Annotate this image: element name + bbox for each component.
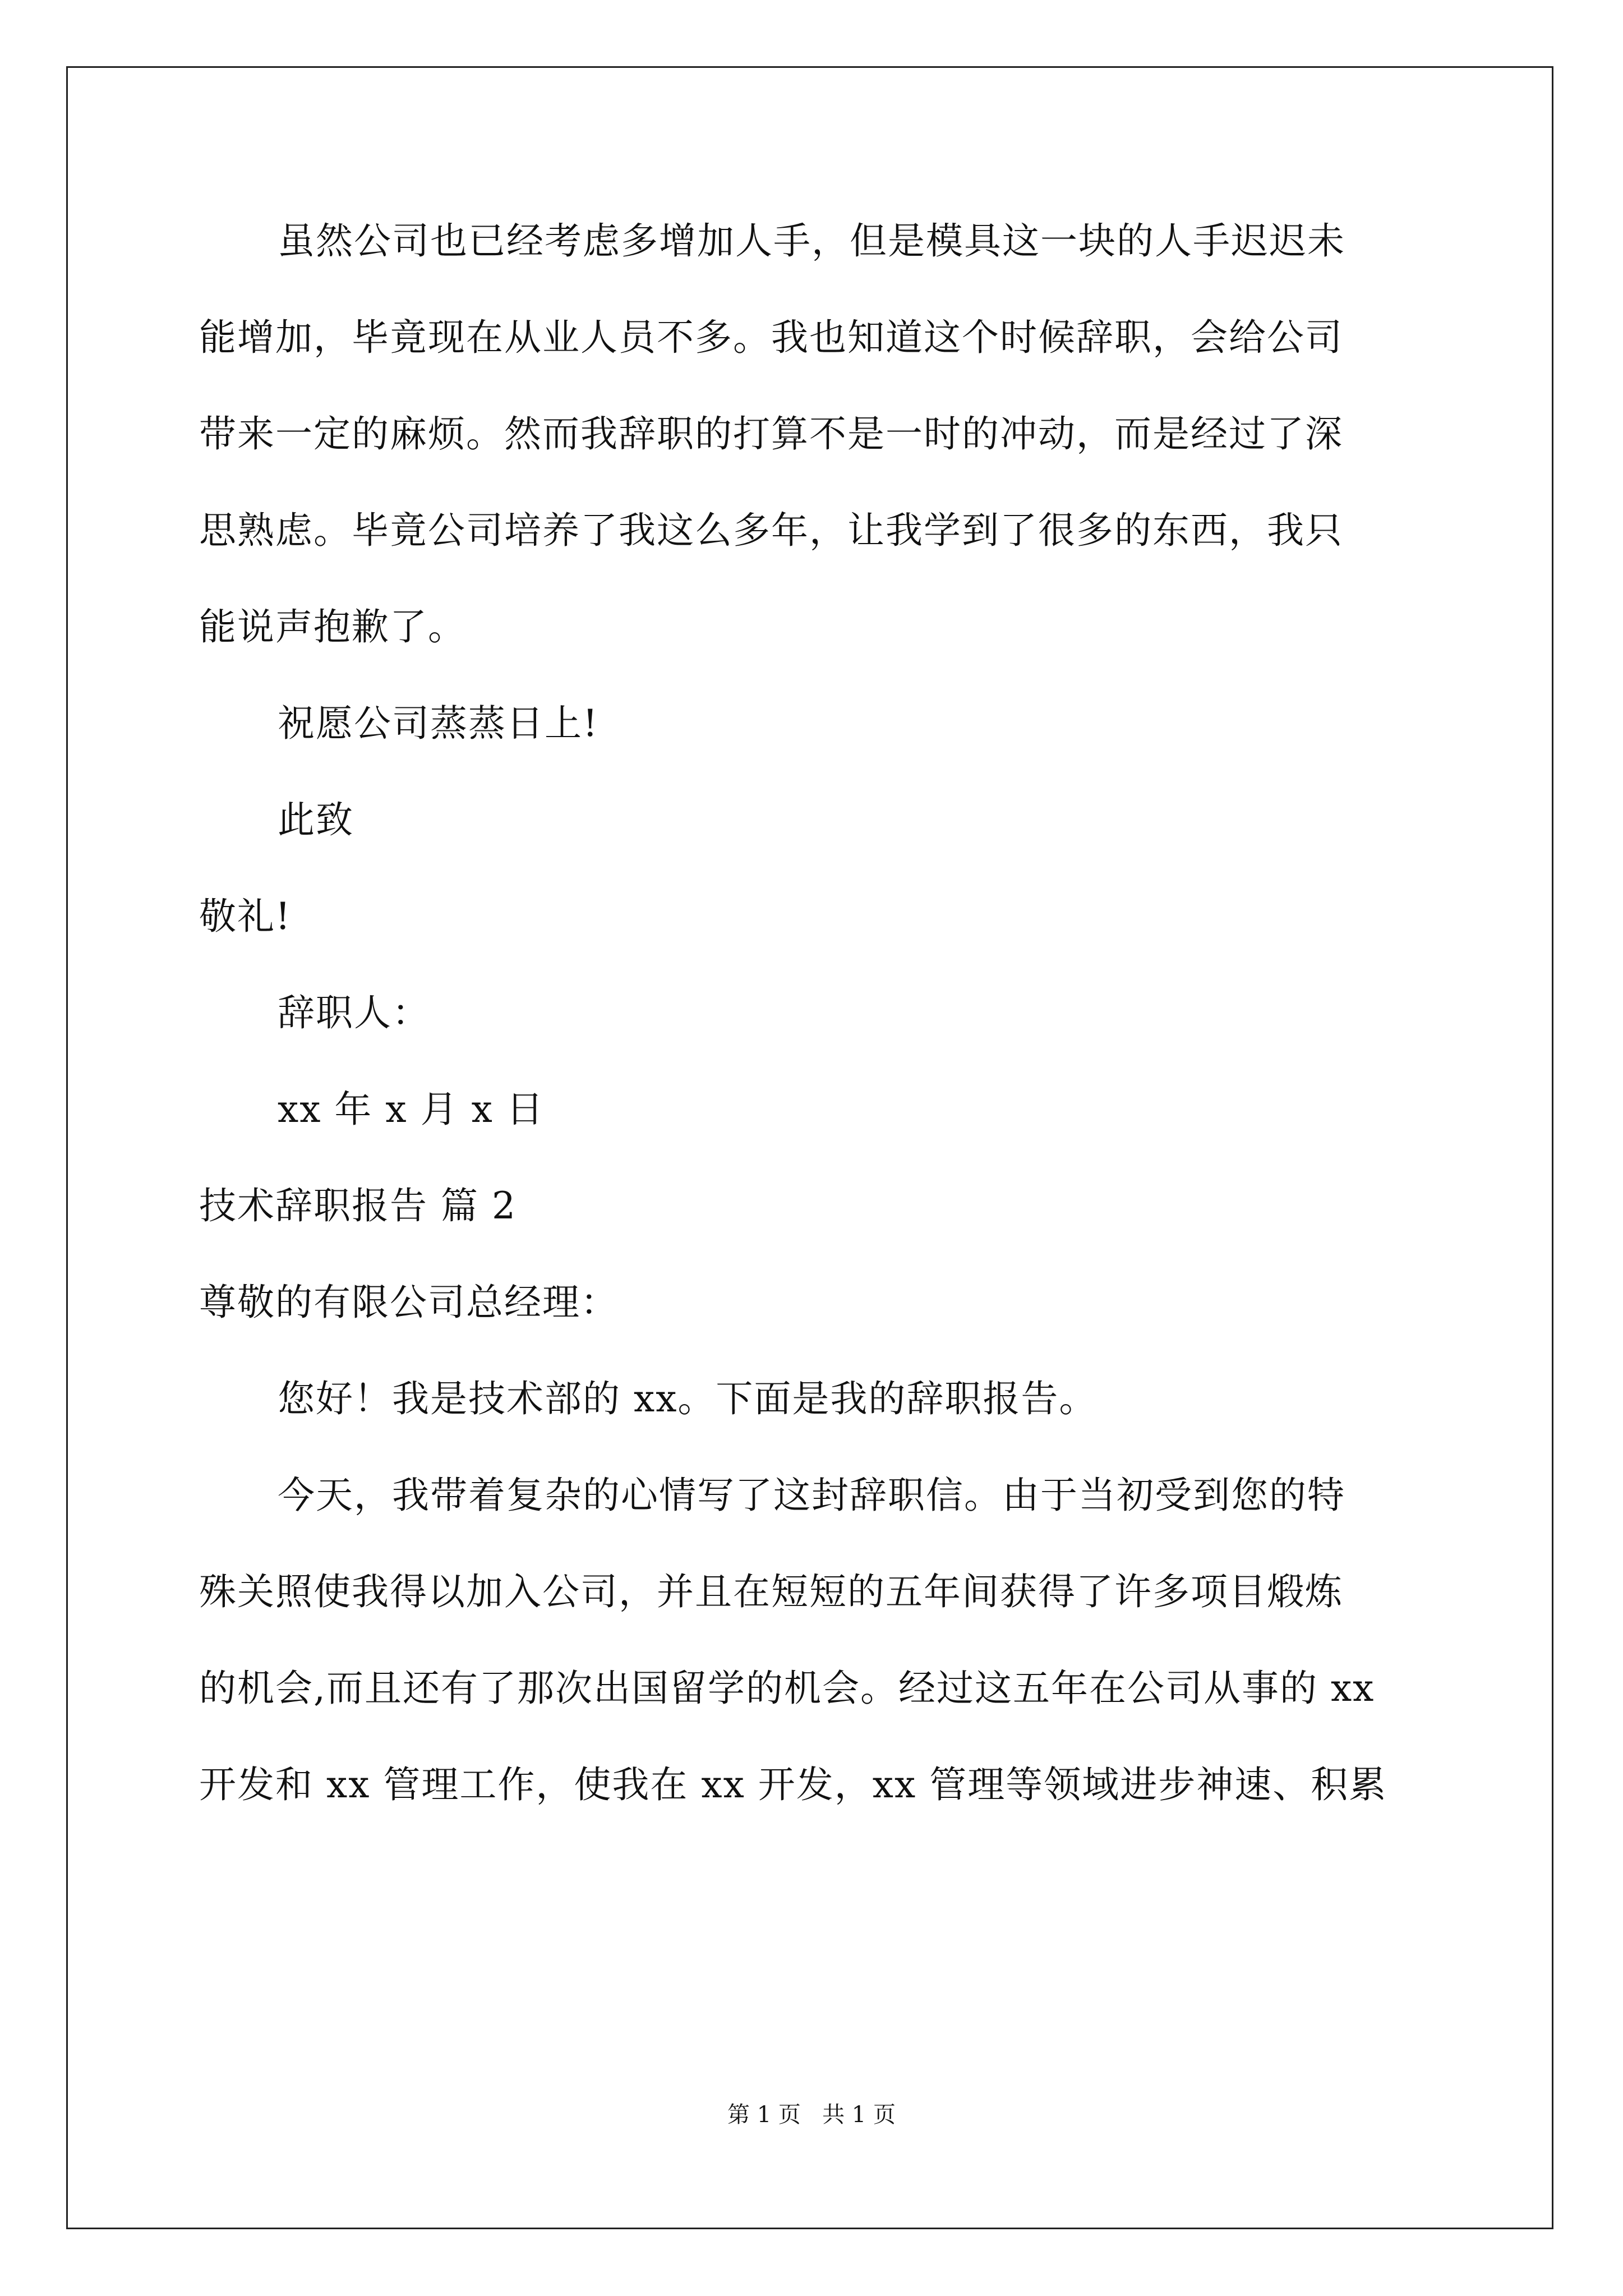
page-border [66, 66, 1553, 2229]
paragraph-line: 带来一定的麻烦。然而我辞职的打算不是一时的冲动，而是经过了深 [199, 412, 1343, 455]
paragraph-line: 能说声抱歉了。 [199, 605, 466, 648]
salutation-line: 尊敬的有限公司总经理： [199, 1281, 619, 1324]
salute-line: 敬礼! [199, 895, 292, 938]
page-number-footer: 第 1 页 共 1 页 [727, 2102, 896, 2128]
paragraph-line: 虽然公司也已经考虑多增加人手，但是模具这一块的人手迟迟未 [278, 219, 1345, 263]
paragraph-line: 殊关照使我得以加入公司，并且在短短的五年间获得了许多项目煅炼 [199, 1570, 1343, 1613]
blessing-line: 祝愿公司蒸蒸日上! [278, 702, 599, 745]
signature-label: 辞职人： [278, 991, 430, 1034]
section-heading: 技术辞职报告 篇 2 [199, 1184, 517, 1227]
paragraph-line: 思熟虑。毕竟公司培养了我这么多年，让我学到了很多的东西，我只 [199, 509, 1343, 552]
closing-line: 此致 [278, 798, 354, 841]
paragraph-line: 开发和 xx 管理工作，使我在 xx 开发，xx 管理等领域进步神速、积累 [199, 1763, 1387, 1806]
date-line: xx 年 x 月 x 日 [278, 1088, 545, 1131]
paragraph-line: 能增加，毕竟现在从业人员不多。我也知道这个时候辞职，会给公司 [199, 316, 1343, 359]
greeting-line: 您好！我是技术部的 xx。下面是我的辞职报告。 [278, 1377, 1098, 1420]
paragraph-line: 今天，我带着复杂的心情写了这封辞职信。由于当初受到您的特 [278, 1474, 1345, 1517]
paragraph-line: 的机会,而且还有了那次出国留学的机会。经过这五年在公司从事的 xx [199, 1667, 1375, 1710]
